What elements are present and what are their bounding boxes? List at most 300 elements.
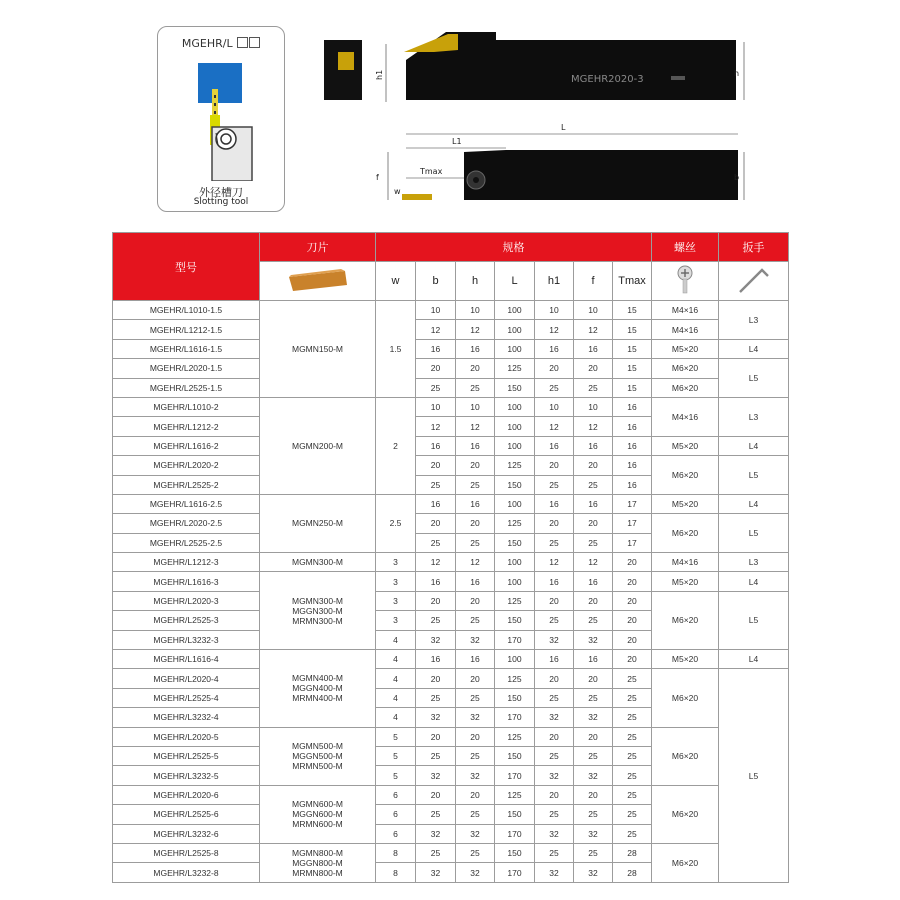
cell-h1: 25 [535,378,574,397]
cell-b: 20 [416,456,456,475]
dim-w: w [394,187,401,196]
hex-wrench-icon [738,266,770,294]
table-row [113,572,789,591]
cell-model: MGEHR/L1010-1.5 [113,301,260,320]
cell-tmax: 20 [613,591,652,610]
cell-b: 16 [416,494,456,513]
cell-L: 100 [495,650,535,669]
cell-h: 32 [456,766,495,785]
cell-b: 32 [416,863,456,882]
cell-tmax: 28 [613,843,652,862]
cell-w: 3 [376,572,416,591]
cell-model: MGEHR/L1616-2.5 [113,494,260,513]
table-row [113,514,789,533]
cell-screw: M6×20 [652,359,719,378]
cell-h: 16 [456,572,495,591]
tool-body-marking: MGEHR2020-3 [571,74,644,85]
cell-L: 100 [495,436,535,455]
insert-code: MGMN300-M [291,595,343,606]
cell-h1: 20 [535,785,574,804]
table-row [113,727,789,746]
cell-L: 150 [495,688,535,707]
cell-L: 100 [495,494,535,513]
insert-code: MRMN300-M [292,615,343,626]
cell-h: 20 [456,727,495,746]
cell-w: 4 [376,650,416,669]
cell-b: 16 [416,650,456,669]
cell-tmax: 25 [613,766,652,785]
cell-f: 25 [574,475,613,494]
cell-h: 16 [456,650,495,669]
insert-code: MGMN800-M [291,847,343,858]
cell-model: MGEHR/L2020-6 [113,785,260,804]
insert-code: MGGN300-M [292,605,343,616]
cell-tmax: 25 [613,746,652,765]
cell-f: 25 [574,805,613,824]
cell-tmax: 28 [613,863,652,882]
cell-wrench: L5 [719,669,789,882]
insert-code: MGMN500-M [291,741,343,752]
cell-h1: 32 [535,766,574,785]
cell-screw: M4×16 [652,320,719,339]
cell-h: 25 [456,611,495,630]
tool-dimension-drawing [316,30,756,216]
col-h: h [456,262,495,301]
cell-h1: 25 [535,475,574,494]
screw-icon [675,265,695,295]
card-title-text: MGEHR/L [181,37,233,50]
cell-tmax: 17 [613,514,652,533]
cell-model: MGEHR/L2525-8 [113,843,260,862]
col-L: L [495,262,535,301]
cell-h: 20 [456,456,495,475]
cell-h1: 12 [535,417,574,436]
cell-wrench: L4 [719,494,789,513]
cell-model: MGEHR/L3232-8 [113,863,260,882]
cell-model: MGEHR/L2525-2.5 [113,533,260,552]
cell-f: 20 [574,669,613,688]
insert-code: MGMN600-M [291,799,343,810]
cell-b: 32 [416,708,456,727]
box-icon [237,37,248,48]
cell-h1: 16 [535,650,574,669]
cell-model: MGEHR/L1010-2 [113,397,260,416]
cell-h: 32 [456,863,495,882]
cell-f: 25 [574,843,613,862]
cell-h1: 20 [535,727,574,746]
cell-b: 25 [416,378,456,397]
cell-tmax: 15 [613,339,652,358]
cell-model: MGEHR/L1616-4 [113,650,260,669]
cell-h: 25 [456,843,495,862]
cell-h: 12 [456,320,495,339]
card-label-en: Slotting tool [193,197,249,207]
insert-code: MGMN150-M [291,343,343,354]
cell-screw: M5×20 [652,650,719,669]
cell-tmax: 16 [613,436,652,455]
dim-h: h [734,69,740,78]
cell-h: 25 [456,533,495,552]
screw-image [652,262,719,301]
cell-model: MGEHR/L2525-1.5 [113,378,260,397]
cell-f: 25 [574,746,613,765]
cell-f: 16 [574,436,613,455]
cell-model: MGEHR/L1616-2 [113,436,260,455]
cell-h: 16 [456,436,495,455]
col-Tmax: Tmax [613,262,652,301]
cell-h: 25 [456,805,495,824]
cell-h1: 25 [535,533,574,552]
cell-L: 125 [495,514,535,533]
cell-L: 150 [495,746,535,765]
cell-b: 20 [416,669,456,688]
cell-f: 32 [574,630,613,649]
cell-w: 1.5 [376,301,416,398]
cell-tmax: 15 [613,378,652,397]
cell-h: 16 [456,494,495,513]
cell-wrench: L4 [719,650,789,669]
insert-code: MGGN500-M [292,751,343,762]
cell-f: 20 [574,727,613,746]
box-icon [249,37,260,48]
cell-f: 12 [574,417,613,436]
cell-h1: 16 [535,572,574,591]
table-row [113,397,789,416]
insert-code: MGMN200-M [291,440,343,451]
cell-w: 6 [376,785,416,804]
cell-insert [260,301,376,398]
cell-h: 20 [456,785,495,804]
table-row [113,339,789,358]
cell-h: 25 [456,746,495,765]
cell-tmax: 15 [613,320,652,339]
cell-model: MGEHR/L3232-3 [113,630,260,649]
cell-f: 20 [574,514,613,533]
cell-f: 12 [574,553,613,572]
cell-tmax: 17 [613,533,652,552]
cell-screw: M4×16 [652,553,719,572]
cell-w: 6 [376,824,416,843]
table-row [113,320,789,339]
insert-code: MRMN400-M [292,693,343,704]
cell-w: 8 [376,843,416,862]
cell-screw: M5×20 [652,339,719,358]
cell-h1: 10 [535,397,574,416]
cell-model: MGEHR/L2020-5 [113,727,260,746]
cell-tmax: 25 [613,727,652,746]
cell-insert [260,843,376,882]
insert-code: MGGN600-M [292,809,343,820]
dim-L: L [561,123,566,132]
cell-h: 12 [456,417,495,436]
cell-h: 25 [456,378,495,397]
cell-f: 32 [574,708,613,727]
cell-screw: M5×20 [652,494,719,513]
cell-L: 170 [495,863,535,882]
cell-tmax: 20 [613,650,652,669]
dim-f: f [376,173,379,182]
cell-screw: M6×20 [652,378,719,397]
cell-b: 25 [416,746,456,765]
cell-h1: 20 [535,591,574,610]
cell-b: 20 [416,727,456,746]
cell-L: 125 [495,727,535,746]
table-row [113,456,789,475]
col-f: f [574,262,613,301]
cell-b: 25 [416,475,456,494]
cell-b: 16 [416,572,456,591]
cell-b: 20 [416,591,456,610]
cell-model: MGEHR/L2020-4 [113,669,260,688]
cell-h1: 20 [535,514,574,533]
cell-h1: 16 [535,436,574,455]
cell-L: 100 [495,572,535,591]
cell-b: 16 [416,339,456,358]
cell-insert [260,727,376,785]
col-w: w [376,262,416,301]
cell-tmax: 16 [613,475,652,494]
col-wrench: 扳手 [719,233,789,262]
cell-f: 25 [574,378,613,397]
insert-image [260,262,376,301]
cell-L: 100 [495,397,535,416]
col-spec: 规格 [376,233,652,262]
dim-L1: L1 [452,137,462,146]
cell-b: 20 [416,514,456,533]
cell-h1: 20 [535,669,574,688]
cell-h1: 20 [535,359,574,378]
insert-code: MRMN600-M [292,819,343,830]
cell-L: 125 [495,669,535,688]
cell-h1: 16 [535,494,574,513]
cell-screw: M6×20 [652,456,719,495]
cell-model: MGEHR/L3232-5 [113,766,260,785]
insert-code: MRMN800-M [292,867,343,878]
cell-h: 32 [456,708,495,727]
cell-b: 25 [416,805,456,824]
cell-wrench: L5 [719,359,789,398]
cell-wrench: L5 [719,514,789,553]
insert-code: MGMN250-M [291,518,343,529]
cell-w: 8 [376,863,416,882]
cell-h: 20 [456,591,495,610]
cell-L: 150 [495,805,535,824]
cell-tmax: 17 [613,494,652,513]
cell-model: MGEHR/L1212-1.5 [113,320,260,339]
cell-screw: M6×20 [652,591,719,649]
cell-b: 32 [416,766,456,785]
cell-h: 25 [456,688,495,707]
cell-L: 125 [495,591,535,610]
cell-model: MGEHR/L3232-4 [113,708,260,727]
cell-f: 20 [574,359,613,378]
cell-f: 25 [574,533,613,552]
cell-f: 16 [574,339,613,358]
table-row [113,785,789,804]
table-row [113,843,789,862]
cell-L: 150 [495,533,535,552]
cell-w: 5 [376,746,416,765]
cell-tmax: 16 [613,417,652,436]
cell-w: 3 [376,591,416,610]
cell-L: 100 [495,553,535,572]
cell-f: 10 [574,397,613,416]
cell-h: 10 [456,397,495,416]
cell-h: 16 [456,339,495,358]
cell-screw: M6×20 [652,727,719,785]
cell-L: 100 [495,339,535,358]
cell-L: 170 [495,824,535,843]
card-title [158,37,284,50]
cell-f: 32 [574,824,613,843]
col-h1: h1 [535,262,574,301]
cell-tmax: 25 [613,708,652,727]
cell-model: MGEHR/L1616-3 [113,572,260,591]
cell-w: 5 [376,727,416,746]
cell-f: 20 [574,456,613,475]
table-row [113,669,789,688]
cell-L: 125 [495,359,535,378]
cell-h1: 12 [535,553,574,572]
spec-table-body [113,301,789,883]
cell-w: 6 [376,805,416,824]
cell-wrench: L5 [719,591,789,649]
cell-L: 170 [495,766,535,785]
spec-table [112,232,789,883]
cell-tmax: 20 [613,630,652,649]
cell-h: 25 [456,475,495,494]
cell-wrench: L3 [719,553,789,572]
wrench-image [719,262,789,301]
cell-h1: 12 [535,320,574,339]
cell-b: 25 [416,843,456,862]
cell-model: MGEHR/L1212-2 [113,417,260,436]
cell-model: MGEHR/L3232-6 [113,824,260,843]
cell-f: 20 [574,785,613,804]
card-label-zh: 外径槽刀 [199,186,243,199]
cell-insert [260,785,376,843]
cell-screw: M6×20 [652,843,719,882]
cell-b: 32 [416,630,456,649]
insert-code: MGGN400-M [292,683,343,694]
cell-w: 3 [376,553,416,572]
cell-model: MGEHR/L2525-4 [113,688,260,707]
insert-icon [285,267,351,293]
cell-b: 12 [416,553,456,572]
cell-h1: 25 [535,843,574,862]
cell-insert [260,553,376,572]
cell-b: 10 [416,301,456,320]
table-row [113,591,789,610]
cell-wrench: L4 [719,572,789,591]
cell-wrench: L3 [719,397,789,436]
cell-tmax: 25 [613,824,652,843]
cell-f: 32 [574,766,613,785]
cell-f: 20 [574,591,613,610]
cell-L: 170 [495,630,535,649]
cell-L: 150 [495,611,535,630]
cell-b: 25 [416,533,456,552]
cell-tmax: 15 [613,359,652,378]
cell-L: 170 [495,708,535,727]
cell-h1: 32 [535,863,574,882]
cell-f: 32 [574,863,613,882]
cell-h1: 20 [535,456,574,475]
cell-tmax: 20 [613,572,652,591]
cell-h: 32 [456,824,495,843]
cell-w: 5 [376,766,416,785]
cell-w: 3 [376,611,416,630]
col-b: b [416,262,456,301]
col-insert: 刀片 [260,233,376,262]
cell-screw: M6×20 [652,785,719,843]
table-row [113,359,789,378]
cell-screw: M4×16 [652,301,719,320]
cell-w: 4 [376,630,416,649]
cell-model: MGEHR/L1212-3 [113,553,260,572]
table-row [113,494,789,513]
cell-b: 25 [416,611,456,630]
cell-wrench: L5 [719,456,789,495]
cell-screw: M4×16 [652,397,719,436]
cell-insert [260,397,376,494]
cell-h1: 10 [535,301,574,320]
cell-f: 12 [574,320,613,339]
cell-model: MGEHR/L2020-2 [113,456,260,475]
cell-f: 25 [574,688,613,707]
cell-w: 4 [376,669,416,688]
insert-code: MGMN300-M [291,557,343,568]
cell-f: 10 [574,301,613,320]
dim-Tmax: Tmax [420,167,443,176]
cell-insert [260,650,376,728]
col-screw: 螺丝 [652,233,719,262]
cell-tmax: 25 [613,669,652,688]
cell-screw: M6×20 [652,514,719,553]
col-model: 型号 [113,233,260,301]
cell-h: 20 [456,514,495,533]
cell-tmax: 20 [613,553,652,572]
cell-tmax: 25 [613,805,652,824]
cell-tmax: 16 [613,456,652,475]
cell-b: 12 [416,417,456,436]
cell-L: 100 [495,417,535,436]
cell-w: 2.5 [376,494,416,552]
cell-model: MGEHR/L2525-3 [113,611,260,630]
cell-L: 150 [495,475,535,494]
table-row [113,301,789,320]
cell-w: 2 [376,397,416,494]
cell-h1: 25 [535,746,574,765]
cell-h: 32 [456,630,495,649]
slotting-tool-illustration [182,63,262,181]
table-row [113,436,789,455]
insert-code: MRMN500-M [292,761,343,772]
cell-b: 25 [416,688,456,707]
insert-code: MGMN400-M [291,673,343,684]
table-row [113,553,789,572]
cell-model: MGEHR/L2020-3 [113,591,260,610]
cell-f: 16 [574,572,613,591]
cell-h: 20 [456,359,495,378]
cell-h1: 25 [535,805,574,824]
cell-screw: M5×20 [652,572,719,591]
cell-wrench: L4 [719,436,789,455]
product-card [157,26,285,212]
cell-h: 20 [456,669,495,688]
insert-code: MGGN800-M [292,857,343,868]
cell-model: MGEHR/L2525-2 [113,475,260,494]
